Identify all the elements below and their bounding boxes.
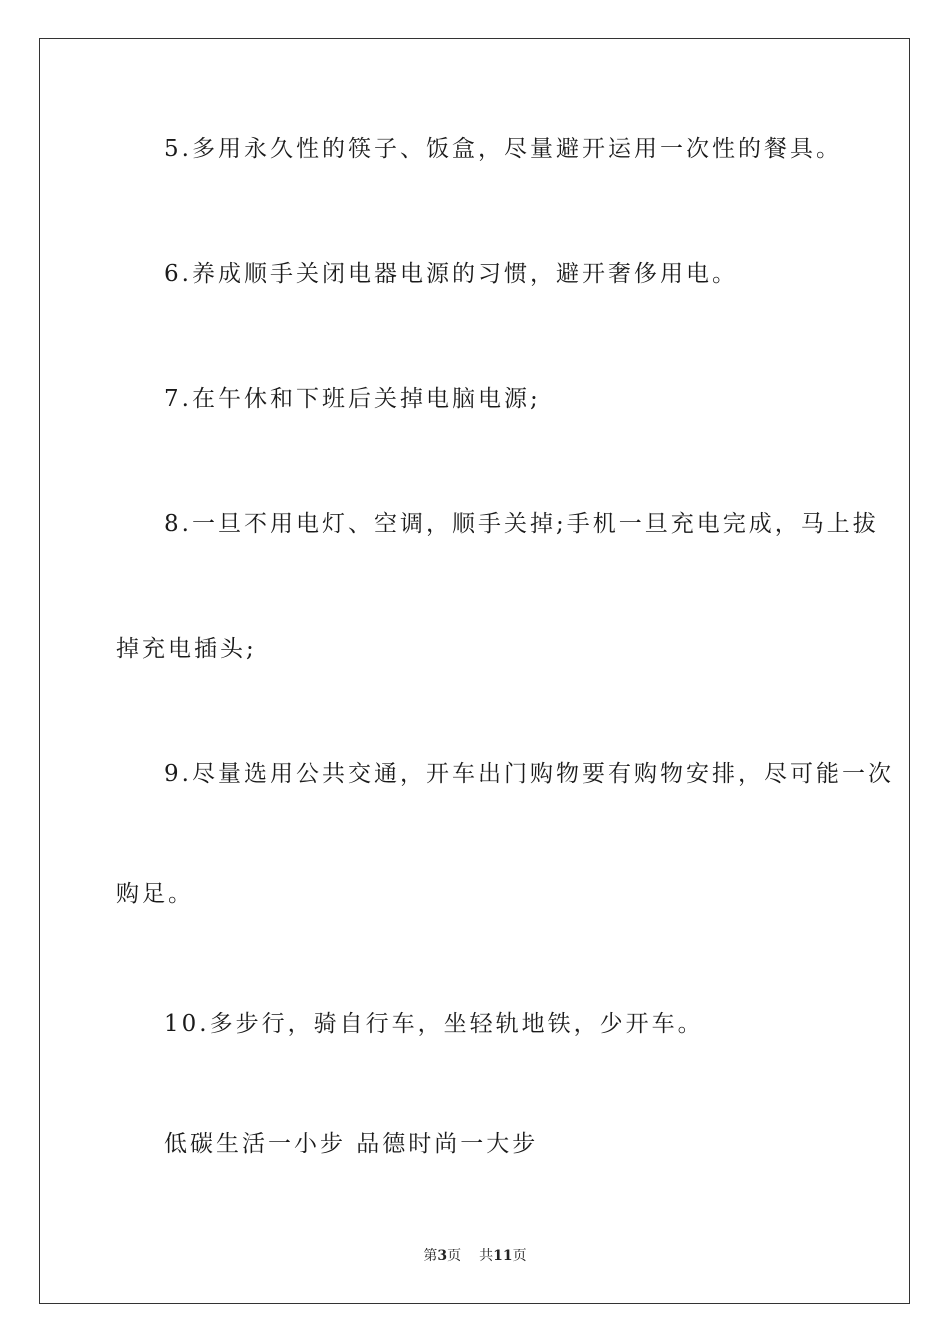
page-footer (0, 1246, 950, 1266)
footer-page-prefix: 第 (423, 1248, 438, 1264)
footer-total-prefix: 共 (479, 1248, 494, 1264)
footer-page-suffix: 页 (447, 1248, 462, 1264)
paragraph-item-8-line-2: 掉充电插头; (116, 636, 257, 662)
paragraph-item-6: 6.养成顺手关闭电器电源的习惯，避开奢侈用电。 (164, 261, 738, 287)
footer-total-suffix: 页 (512, 1248, 527, 1264)
paragraph-item-8-line-1: 8.一旦不用电灯、空调，顺手关掉;手机一旦充电完成，马上拔 (164, 511, 879, 537)
page-frame (39, 38, 910, 1304)
paragraph-item-9-line-1: 9.尽量选用公共交通，开车出门购物要有购物安排，尽可能一次 (164, 761, 894, 787)
paragraph-item-10: 10.多步行，骑自行车，坐轻轨地铁，少开车。 (164, 1011, 704, 1037)
paragraph-item-7: 7.在午休和下班后关掉电脑电源; (164, 386, 541, 412)
footer-page-number: 3 (437, 1248, 448, 1264)
paragraph-item-5: 5.多用永久性的筷子、饭盒，尽量避开运用一次性的餐具。 (164, 136, 842, 162)
paragraph-item-9-line-2: 购足。 (116, 881, 194, 907)
closing-slogan: 低碳生活一小步 品德时尚一大步 (164, 1131, 539, 1157)
footer-total-pages: 11 (493, 1248, 513, 1264)
